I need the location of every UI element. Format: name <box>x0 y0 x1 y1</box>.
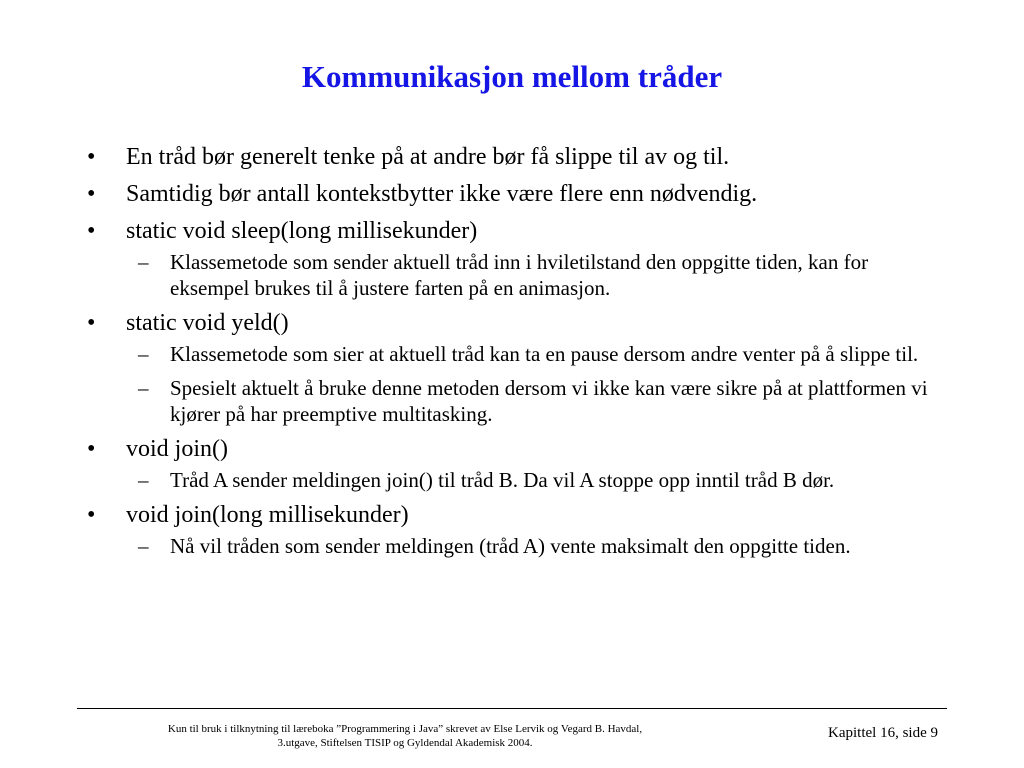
bullet-text: void join(long millisekunder) <box>126 502 409 528</box>
sub-bullet-item <box>126 375 944 427</box>
bullet-text: static void yeld() <box>126 310 289 336</box>
sub-bullet-list <box>126 249 944 301</box>
footer-note-line: Kun til bruk i tilknytning til læreboka ”Programmering i Java” skrevet av Else Lervik og Vegard B. Havdal, <box>167 723 643 735</box>
bullet-item <box>84 180 944 209</box>
bullet-marker: • <box>87 436 96 462</box>
bullet-text: static void sleep(long millisekunder) <box>126 218 478 244</box>
bullet-item <box>84 217 944 301</box>
bullet-marker: • <box>87 502 96 528</box>
sub-bullet-item <box>126 341 944 367</box>
footer-divider <box>77 708 947 709</box>
sub-bullet-text: Tråd A sender meldingen join() til tråd B. Da vil A stoppe opp inntil tråd B dør. <box>170 468 835 492</box>
footer-note-line: 3.utgave, Stiftelsen TISIP og Gyldendal Akademisk 2004. <box>277 737 533 749</box>
page-number: Kapittel 16, side 9 <box>828 725 938 741</box>
sub-bullet-text: Klassemetode som sender aktuell tråd inn i hviletilstand den oppgitte tiden, kan for eksempel brukes til å justere farten på en animasjon. <box>170 250 869 300</box>
bullet-item <box>84 435 944 493</box>
slide-title: Kommunikasjon mellom tråder <box>301 59 723 94</box>
bullet-marker: • <box>87 218 96 244</box>
bullet-text: void join() <box>126 436 228 462</box>
sub-bullet-marker: – <box>138 376 149 400</box>
sub-bullet-item <box>126 533 944 559</box>
bullet-item <box>84 143 944 172</box>
sub-bullet-marker: – <box>138 468 149 492</box>
sub-bullet-text: Spesielt aktuelt å bruke denne metoden dersom vi ikke kan være sikre på at plattformen vi kjører på har preemptive multitasking. <box>170 376 928 426</box>
bullet-marker: • <box>87 144 96 170</box>
sub-bullet-list <box>126 467 944 493</box>
bullet-list <box>84 143 944 567</box>
sub-bullet-item <box>126 249 944 301</box>
sub-bullet-marker: – <box>138 250 149 274</box>
bullet-marker: • <box>87 310 96 336</box>
footer-copyright-note <box>140 722 670 750</box>
bullet-item <box>84 501 944 559</box>
sub-bullet-marker: – <box>138 342 149 366</box>
sub-bullet-list <box>126 341 944 427</box>
sub-bullet-text: Klassemetode som sier at aktuell tråd kan ta en pause dersom andre venter på å slippe til. <box>170 342 919 366</box>
bullet-marker: • <box>87 181 96 207</box>
bullet-text: En tråd bør generelt tenke på at andre bør få slippe til av og til. <box>126 144 730 170</box>
bullet-text: Samtidig bør antall kontekstbytter ikke være flere enn nødvendig. <box>126 181 758 207</box>
bullet-item <box>84 309 944 427</box>
sub-bullet-text: Nå vil tråden som sender meldingen (tråd A) vente maksimalt den oppgitte tiden. <box>170 534 851 558</box>
sub-bullet-marker: – <box>138 534 149 558</box>
sub-bullet-list <box>126 533 944 559</box>
sub-bullet-item <box>126 467 944 493</box>
